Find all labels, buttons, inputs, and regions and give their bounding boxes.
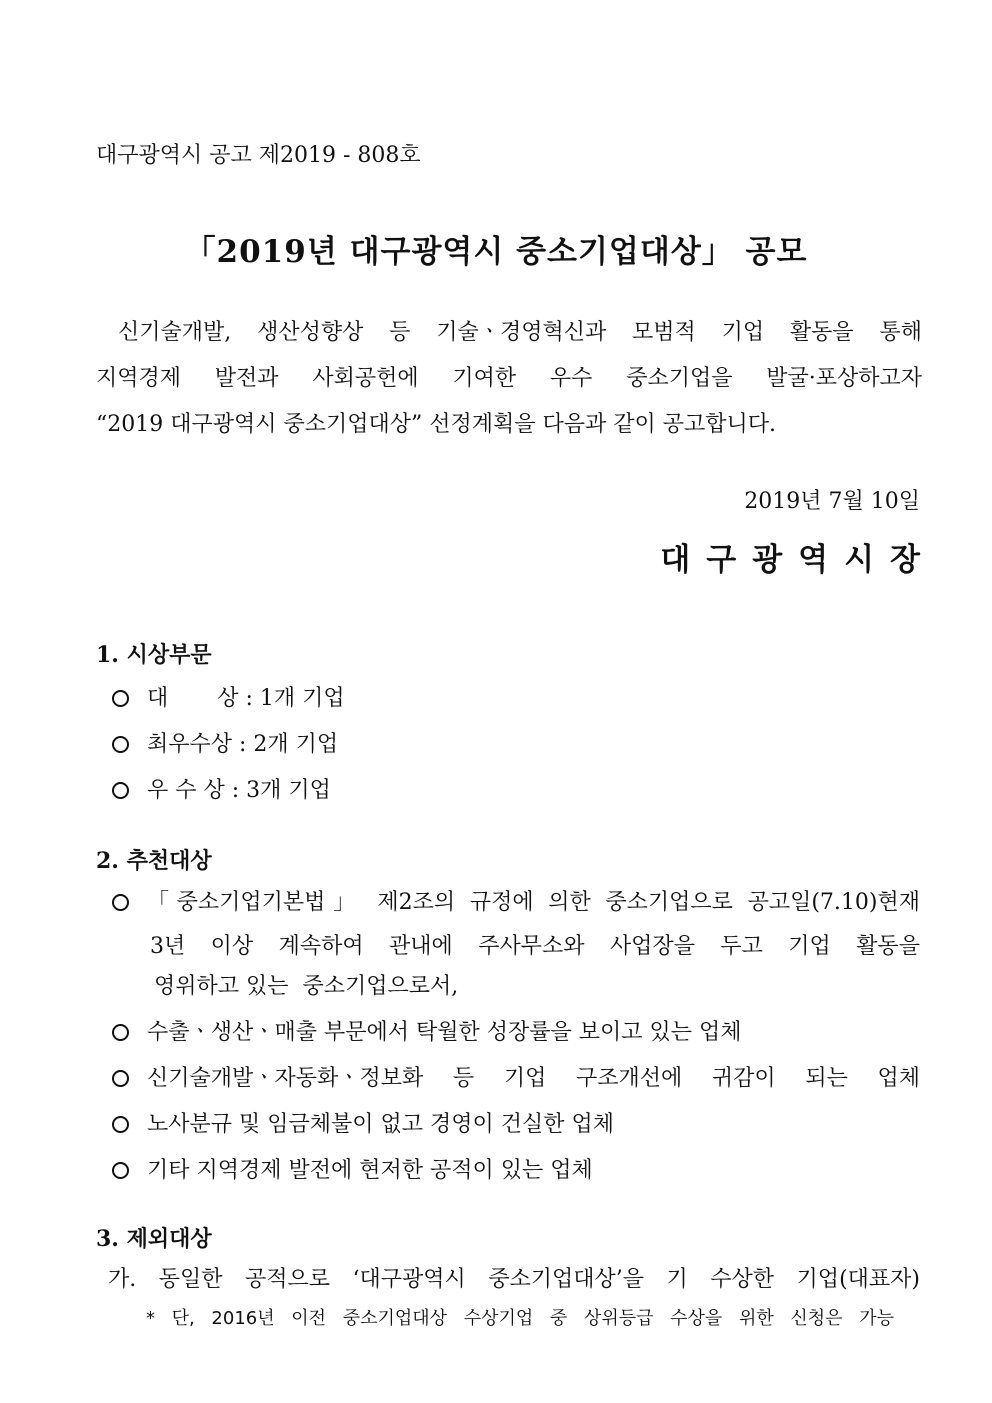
award-label: 최우수상 [147, 732, 233, 757]
list-item [112, 768, 920, 814]
circle-bullet-icon [112, 736, 129, 753]
eligibility-line: 「중소기업기본법」 제2조의 규정에 의한 중소기업으로 공고일(7.10)현재 [147, 890, 920, 915]
award-value: : 2개 기업 [232, 732, 339, 757]
list-item: 신기술개발ㆍ자동화ㆍ정보화 등 기업 구조개선에 귀감이 되는 업체 [112, 1056, 920, 1102]
eligibility-line: 영위하고 있는 중소기업으로서, [154, 974, 459, 999]
award-value: : 3개 기업 [224, 778, 331, 803]
list-item [112, 880, 920, 926]
circle-bullet-icon [112, 1116, 129, 1133]
intro-line: “2019 대구광역시 중소기업대상” 선정계획을 다음과 같이 공고합니다. [96, 412, 776, 437]
intro-line: 신기술개발, 생산성향상 등 기술ㆍ경영혁신과 모범적 기업 활동을 통해 [118, 320, 922, 345]
exclusion-item: 가. 동일한 공적으로 ‘대구광역시 중소기업대상’을 기 수상한 기업(대표자) [108, 1267, 920, 1292]
eligibility-line: 3년 이상 계속하여 관내에 주사무소와 사업장을 두고 기업 활동을 [150, 934, 920, 959]
circle-bullet-icon [112, 782, 129, 799]
exclusion-note: * 단, 2016년 이전 중소기업대상 수상기업 중 상위등급 수상을 위한 신청은 가능 [146, 1308, 894, 1329]
notice-date: 2019년 7월 10일 [744, 489, 920, 514]
intro-paragraph [96, 310, 922, 448]
circle-bullet-icon [112, 1070, 129, 1087]
notice-number: 대구광역시 공고 제2019 - 808호 [96, 143, 421, 168]
circle-bullet-icon [112, 894, 129, 911]
circle-bullet-icon [112, 1024, 129, 1041]
award-value: : 1개 기업 [238, 686, 345, 711]
list-item [112, 676, 920, 722]
circle-bullet-icon [112, 690, 129, 707]
circle-bullet-icon [112, 1162, 129, 1179]
list-item [112, 722, 920, 768]
section-heading-eligibility: 2. 추천대상 [96, 848, 212, 874]
intro-line: 지역경제 발전과 사회공헌에 기여한 우수 중소기업을 발굴·포상하고자 [96, 366, 922, 391]
document-title: 「2019년 대구광역시 중소기업대상」 공모 [184, 234, 808, 270]
list-item: 기타 지역경제 발전에 현저한 공적이 있는 업체 [112, 1148, 920, 1194]
section-heading-awards: 1. 시상부문 [96, 642, 212, 668]
list-item: 수출ㆍ생산ㆍ매출 부문에서 탁월한 성장률을 보이고 있는 업체 [112, 1010, 920, 1056]
section-heading-exclusions: 3. 제외대상 [96, 1226, 212, 1252]
award-label: 우 수 상 [147, 778, 225, 803]
award-label: 대 상 [147, 686, 239, 711]
signer: 대구광역시장 [660, 542, 936, 578]
list-item: 노사분규 및 임금체불이 없고 경영이 건실한 업체 [112, 1102, 920, 1148]
